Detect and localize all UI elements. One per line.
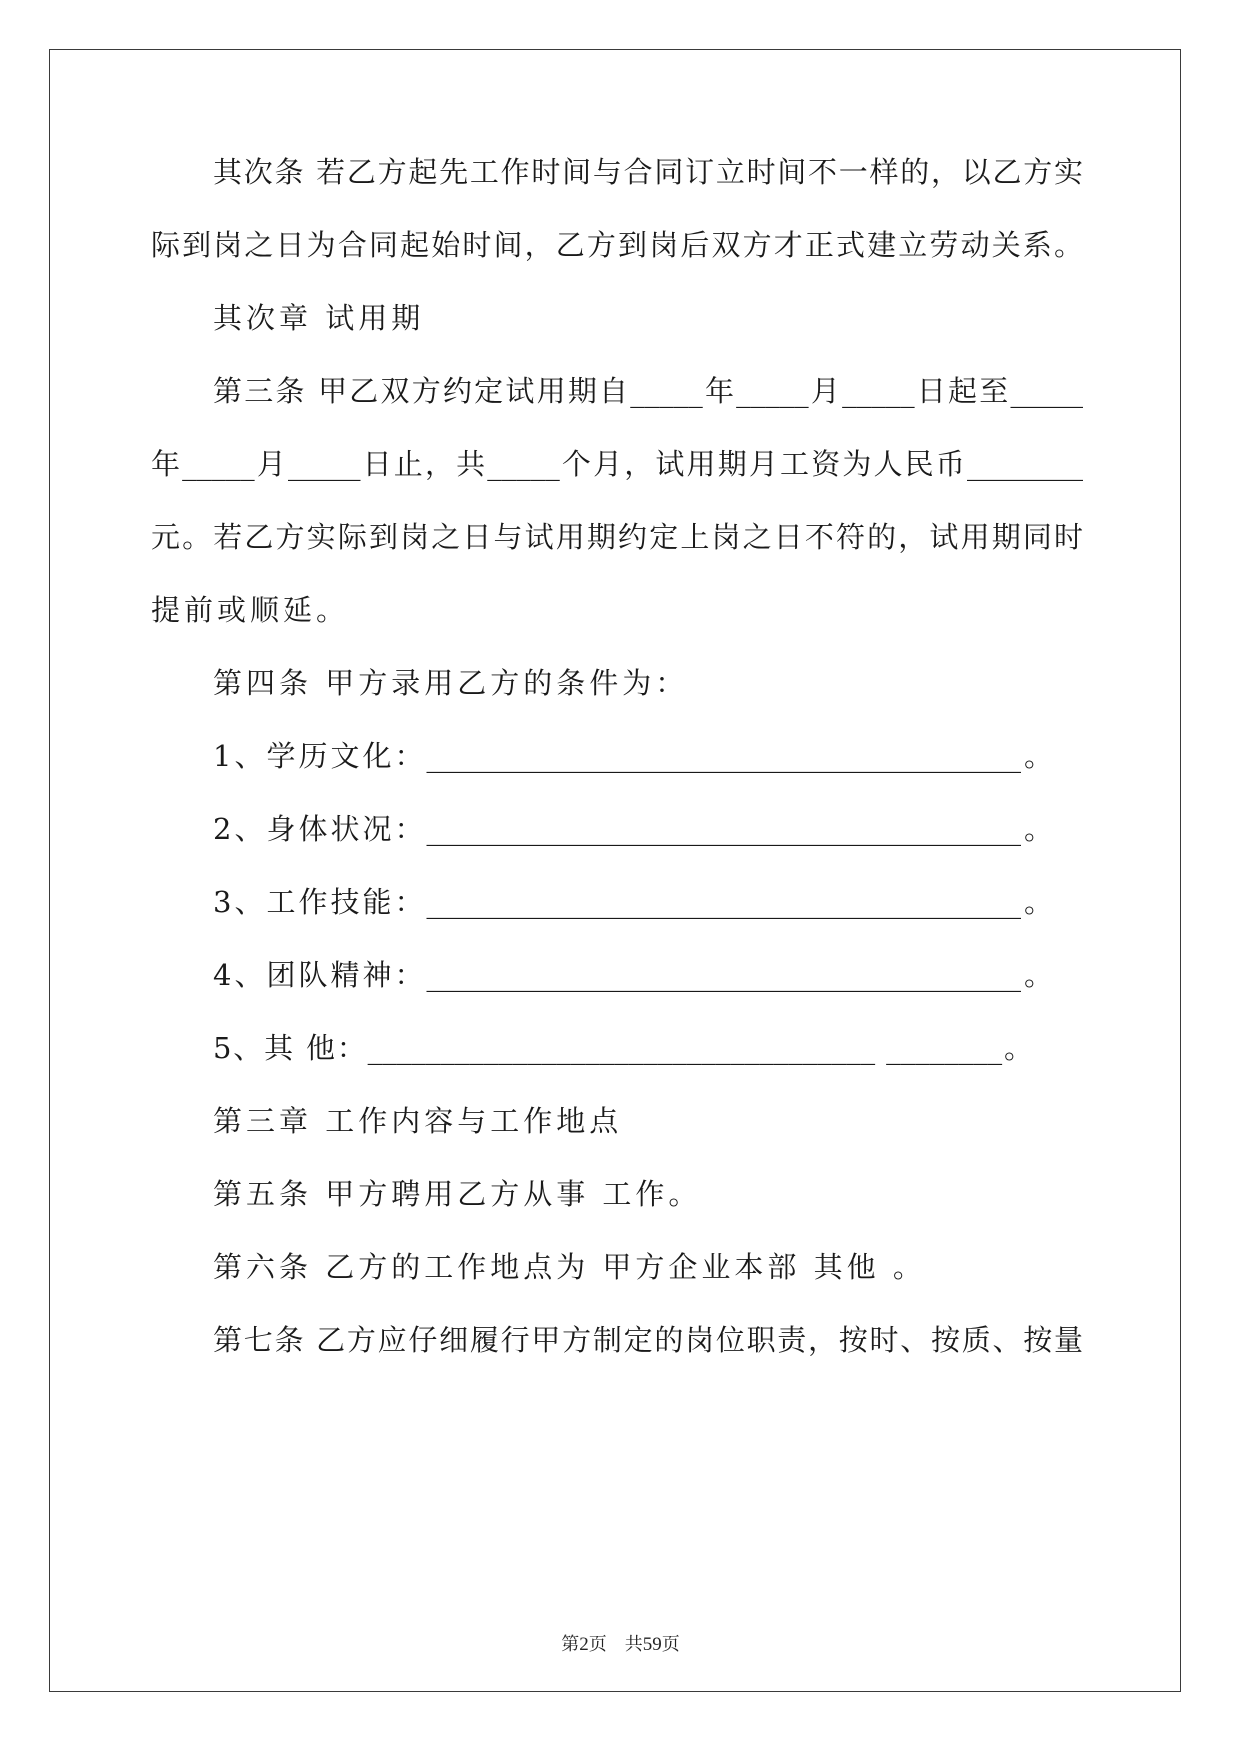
paragraph-line: 元。若乙方实际到岗之日与试用期约定上岗之日不符的，试用期同时 [151, 520, 1083, 554]
footer-suffix: 页 [661, 1634, 680, 1655]
page-footer [0, 1630, 1241, 1656]
paragraph-line: 第七条 乙方应仔细履行甲方制定的岗位职责，按时、按质、按量 [213, 1323, 1083, 1357]
paragraph-line: 第五条 甲方聘用乙方从事 工作。 [213, 1177, 702, 1211]
page-frame [49, 49, 1181, 1692]
paragraph-line: 第四条 甲方录用乙方的条件为： [213, 666, 689, 700]
section-heading: 其次章 试用期 [213, 301, 425, 335]
paragraph-line: 年_____月_____日止，共_____个月，试用期月工资为人民币________ [151, 447, 1083, 481]
condition-item: 4、团队精神：_________________________________________。 [213, 958, 1053, 992]
condition-item: 1、学历文化：_________________________________________。 [213, 739, 1053, 773]
paragraph-line: 第六条 乙方的工作地点为 甲方企业本部 其他 。 [213, 1250, 926, 1284]
paragraph-line: 第三条 甲乙双方约定试用期自_____年_____月_____日起至_____ [213, 374, 1083, 408]
paragraph-line: 际到岗之日为合同起始时间，乙方到岗后双方才正式建立劳动关系。 [151, 228, 1083, 262]
condition-item: 5、其 他：___________________________________ ________。 [213, 1031, 1033, 1065]
total-pages: 59 [642, 1634, 662, 1655]
condition-item: 2、身体状况：_________________________________________。 [213, 812, 1053, 846]
condition-item: 3、工作技能：_________________________________________。 [213, 885, 1053, 919]
footer-mid: 页 共 [588, 1634, 643, 1655]
paragraph-line: 提前或顺延。 [151, 593, 350, 627]
section-heading: 第三章 工作内容与工作地点 [213, 1104, 623, 1138]
paragraph-line: 其次条 若乙方起先工作时间与合同订立时间不一样的，以乙方实 [213, 155, 1083, 189]
page-number: 2 [579, 1634, 589, 1655]
footer-prefix: 第 [561, 1634, 580, 1655]
